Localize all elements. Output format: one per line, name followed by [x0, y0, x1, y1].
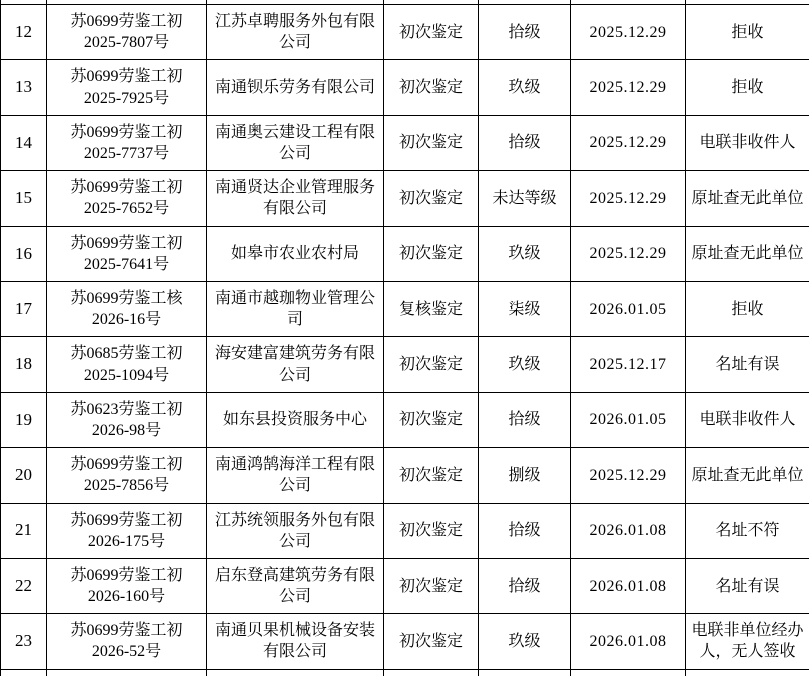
row-index-cell: 17: [1, 281, 47, 336]
company-cell: 如东县投资服务中心: [207, 392, 384, 447]
status-cell: 电联非收件人: [686, 115, 809, 170]
case-number-line1: 苏0699劳鉴工初: [70, 68, 183, 86]
table-row: [1, 171, 809, 226]
case-number-line1: 苏0699劳鉴工初: [70, 566, 183, 584]
case-number-line2: 2025-1094号: [83, 366, 170, 384]
status-cell: 原址查无此单位: [686, 171, 809, 226]
appraisal-type-cell: 初次鉴定: [384, 226, 479, 281]
case-number-cell: [47, 448, 207, 503]
appraisal-type-cell: 初次鉴定: [384, 5, 479, 60]
date-cell: 2025.12.29: [571, 5, 686, 60]
appraisal-type-cell: 初次鉴定: [384, 392, 479, 447]
case-number-line1: 苏0685劳鉴工初: [70, 345, 183, 363]
company-cell: 启东登高建筑劳务有限公司: [207, 558, 384, 613]
table-row: [1, 60, 809, 115]
case-number-line2: 2025-7737号: [83, 144, 170, 162]
status-cell: 名址有误: [686, 558, 809, 613]
date-cell: 2025.12.29: [571, 115, 686, 170]
case-number-line2: 2025-7652号: [83, 200, 170, 218]
grade-cell: 拾级: [479, 503, 571, 558]
grade-cell: 拾级: [479, 392, 571, 447]
grade-cell: 玖级: [479, 60, 571, 115]
table-row: [1, 5, 809, 60]
empty-cell: [47, 669, 207, 676]
case-number-cell: [47, 337, 207, 392]
status-cell: 电联非收件人: [686, 392, 809, 447]
company-cell: 江苏统领服务外包有限公司: [207, 503, 384, 558]
table-row: [1, 448, 809, 503]
case-number-cell: [47, 60, 207, 115]
grade-cell: 玖级: [479, 226, 571, 281]
table-row: [1, 558, 809, 613]
row-index-cell: 22: [1, 558, 47, 613]
company-cell: 江苏卓聘服务外包有限公司: [207, 5, 384, 60]
company-cell: 如皋市农业农村局: [207, 226, 384, 281]
case-number-line1: 苏0699劳鉴工初: [70, 511, 183, 529]
date-cell: 2026.01.08: [571, 503, 686, 558]
case-number-cell: [47, 226, 207, 281]
row-index-cell: 18: [1, 337, 47, 392]
status-cell: 拒收: [686, 5, 809, 60]
empty-cell: [479, 669, 571, 676]
table-row: [1, 503, 809, 558]
empty-cell: [384, 669, 479, 676]
date-cell: 2025.12.29: [571, 448, 686, 503]
status-cell: 电联非单位经办人，无人签收: [686, 614, 809, 669]
row-index-cell: 20: [1, 448, 47, 503]
case-number-cell: [47, 614, 207, 669]
grade-cell: 拾级: [479, 115, 571, 170]
row-index-cell: 21: [1, 503, 47, 558]
case-number-line1: 苏0699劳鉴工初: [70, 13, 183, 31]
appraisal-type-cell: 初次鉴定: [384, 60, 479, 115]
case-number-line1: 苏0699劳鉴工初: [70, 456, 183, 474]
case-number-cell: [47, 171, 207, 226]
company-cell: 南通鸿鹄海洋工程有限公司: [207, 448, 384, 503]
grade-cell: 玖级: [479, 337, 571, 392]
table-row: [1, 226, 809, 281]
appraisal-type-cell: 初次鉴定: [384, 448, 479, 503]
date-cell: 2025.12.29: [571, 60, 686, 115]
case-number-line2: 2026-175号: [87, 532, 166, 550]
row-index-cell: 13: [1, 60, 47, 115]
row-index-cell: 15: [1, 171, 47, 226]
row-index-cell: 14: [1, 115, 47, 170]
appraisal-type-cell: 初次鉴定: [384, 337, 479, 392]
company-cell: 南通贤达企业管理服务有限公司: [207, 171, 384, 226]
appraisal-type-cell: 初次鉴定: [384, 171, 479, 226]
grade-cell: 拾级: [479, 558, 571, 613]
case-number-line1: 苏0623劳鉴工初: [70, 400, 183, 418]
case-number-line2: 2025-7925号: [83, 89, 170, 107]
case-number-line1: 苏0699劳鉴工核: [70, 290, 183, 308]
row-index-cell: 16: [1, 226, 47, 281]
empty-cell: [686, 669, 809, 676]
company-cell: 海安建富建筑劳务有限公司: [207, 337, 384, 392]
status-cell: 拒收: [686, 281, 809, 336]
appraisal-type-cell: 初次鉴定: [384, 503, 479, 558]
date-cell: 2026.01.08: [571, 614, 686, 669]
status-cell: 原址查无此单位: [686, 448, 809, 503]
case-number-line2: 2025-7641号: [83, 255, 170, 273]
company-cell: 南通贝果机械设备安装有限公司: [207, 614, 384, 669]
status-cell: 原址查无此单位: [686, 226, 809, 281]
case-number-line1: 苏0699劳鉴工初: [70, 234, 183, 252]
case-number-line2: 2026-52号: [91, 643, 162, 661]
table-row: [1, 337, 809, 392]
case-number-line2: 2026-16号: [91, 311, 162, 329]
case-number-cell: [47, 558, 207, 613]
date-cell: 2026.01.05: [571, 392, 686, 447]
grade-cell: 柒级: [479, 281, 571, 336]
table-row: [1, 281, 809, 336]
table-row: [1, 614, 809, 669]
grade-cell: 玖级: [479, 614, 571, 669]
company-cell: 南通奥云建设工程有限公司: [207, 115, 384, 170]
empty-cell: [207, 669, 384, 676]
case-number-cell: [47, 392, 207, 447]
appraisal-type-cell: 初次鉴定: [384, 115, 479, 170]
case-number-cell: [47, 5, 207, 60]
case-number-line2: 2026-98号: [91, 421, 162, 439]
table-row: [1, 392, 809, 447]
grade-cell: 捌级: [479, 448, 571, 503]
date-cell: 2026.01.05: [571, 281, 686, 336]
table-row: [1, 115, 809, 170]
status-cell: 名址不符: [686, 503, 809, 558]
empty-cell: [571, 669, 686, 676]
company-cell: 南通市越珈物业管理公司: [207, 281, 384, 336]
case-number-cell: [47, 115, 207, 170]
case-number-line1: 苏0699劳鉴工初: [70, 179, 183, 197]
status-cell: 拒收: [686, 60, 809, 115]
case-number-line2: 2026-160号: [87, 588, 166, 606]
company-cell: 南通钡乐劳务有限公司: [207, 60, 384, 115]
appraisal-type-cell: 复核鉴定: [384, 281, 479, 336]
date-cell: 2025.12.29: [571, 171, 686, 226]
grade-cell: 未达等级: [479, 171, 571, 226]
case-number-line2: 2025-7807号: [83, 34, 170, 52]
appraisal-type-cell: 初次鉴定: [384, 558, 479, 613]
appraisal-type-cell: 初次鉴定: [384, 614, 479, 669]
date-cell: 2025.12.29: [571, 226, 686, 281]
grade-cell: 拾级: [479, 5, 571, 60]
case-number-cell: [47, 281, 207, 336]
empty-cell: [1, 669, 47, 676]
date-cell: 2026.01.08: [571, 558, 686, 613]
case-number-line1: 苏0699劳鉴工初: [70, 622, 183, 640]
case-number-cell: [47, 503, 207, 558]
status-cell: 名址有误: [686, 337, 809, 392]
row-index-cell: 19: [1, 392, 47, 447]
date-cell: 2025.12.17: [571, 337, 686, 392]
row-index-cell: 12: [1, 5, 47, 60]
row-index-cell: 23: [1, 614, 47, 669]
case-number-line1: 苏0699劳鉴工初: [70, 123, 183, 141]
table-row-partial-bottom: [1, 669, 809, 676]
case-number-line2: 2025-7856号: [83, 477, 170, 495]
